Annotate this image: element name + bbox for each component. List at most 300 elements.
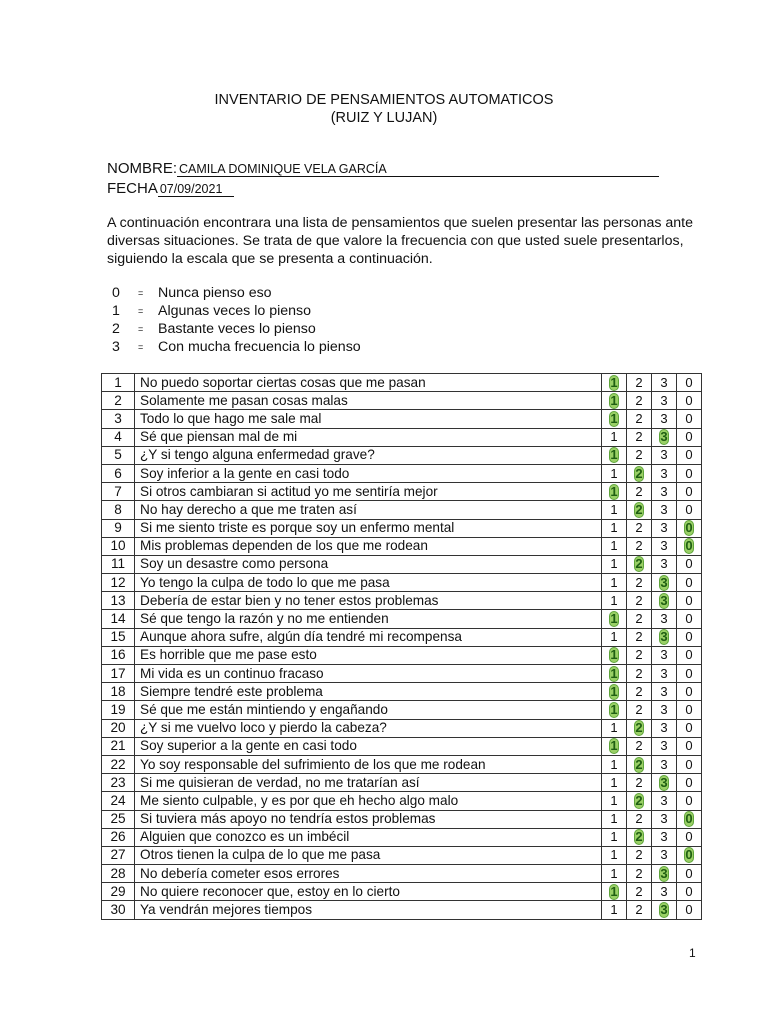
- name-value: CAMILA DOMINIQUE VELA GARCÍA: [177, 162, 659, 177]
- option-value: 0: [685, 720, 693, 736]
- option-cell-0[interactable]: [677, 592, 702, 610]
- item-number: 7: [102, 483, 135, 501]
- option-value: 3: [660, 429, 668, 445]
- option-value: 3: [660, 738, 668, 754]
- option-value: 3: [660, 720, 668, 736]
- option-value: 3: [660, 902, 668, 918]
- option-value: 3: [660, 501, 668, 517]
- option-cell-0[interactable]: [677, 883, 702, 901]
- option-value: 2: [635, 574, 643, 590]
- name-label: NOMBRE:: [107, 160, 178, 177]
- option-cell-1[interactable]: [602, 755, 627, 773]
- page-number: 1: [689, 946, 696, 960]
- option-cell-1[interactable]: [602, 519, 627, 537]
- scale-label: Con mucha frecuencia lo pienso: [158, 339, 361, 355]
- item-number: 3: [102, 410, 135, 428]
- option-cell-0[interactable]: [677, 701, 702, 719]
- item-number: 15: [102, 628, 135, 646]
- option-value: 1: [610, 392, 618, 408]
- option-value: 0: [685, 647, 693, 663]
- table-row: [102, 446, 702, 464]
- option-cell-0[interactable]: [677, 828, 702, 846]
- item-number: 24: [102, 792, 135, 810]
- option-value: 1: [610, 429, 618, 445]
- option-cell-1[interactable]: [602, 774, 627, 792]
- option-value: 2: [635, 538, 643, 554]
- scale-label: Algunas veces lo pienso: [158, 303, 312, 319]
- table-row: [102, 737, 702, 755]
- option-cell-0[interactable]: [677, 483, 702, 501]
- item-number: 16: [102, 646, 135, 664]
- option-cell-3[interactable]: [652, 519, 677, 537]
- option-cell-2[interactable]: [627, 464, 652, 482]
- option-cell-3[interactable]: [652, 846, 677, 864]
- option-value: 0: [685, 811, 693, 827]
- scale-row: [112, 285, 272, 301]
- option-value: 3: [660, 574, 668, 590]
- option-cell-0[interactable]: [677, 501, 702, 519]
- option-value: 0: [685, 392, 693, 408]
- option-value: 3: [660, 792, 668, 808]
- option-value: 3: [660, 665, 668, 681]
- table-row: [102, 901, 702, 919]
- option-cell-1[interactable]: [602, 883, 627, 901]
- option-value: 2: [635, 410, 643, 426]
- option-cell-2[interactable]: [627, 865, 652, 883]
- option-cell-1[interactable]: [602, 392, 627, 410]
- item-number: 26: [102, 828, 135, 846]
- option-value: 2: [635, 811, 643, 827]
- option-cell-2[interactable]: [627, 901, 652, 919]
- option-cell-0[interactable]: [677, 464, 702, 482]
- option-value: 1: [610, 647, 618, 663]
- scale-number: 1: [112, 303, 120, 319]
- scale-equals: =: [138, 342, 144, 353]
- table-row: [102, 774, 702, 792]
- option-cell-2[interactable]: [627, 483, 652, 501]
- option-cell-1[interactable]: [602, 828, 627, 846]
- option-cell-3[interactable]: [652, 628, 677, 646]
- option-cell-2[interactable]: [627, 519, 652, 537]
- table-row: [102, 537, 702, 555]
- option-cell-3[interactable]: [652, 410, 677, 428]
- option-cell-0[interactable]: [677, 446, 702, 464]
- option-value: 3: [660, 683, 668, 699]
- document-subtitle: (RUIZ Y LUJAN): [330, 110, 438, 126]
- option-value: 0: [685, 374, 693, 390]
- option-cell-1[interactable]: [602, 901, 627, 919]
- item-number: 18: [102, 683, 135, 701]
- option-cell-1[interactable]: [602, 810, 627, 828]
- option-value: 1: [610, 501, 618, 517]
- table-row: [102, 592, 702, 610]
- option-value: 2: [635, 829, 643, 845]
- option-cell-3[interactable]: [652, 719, 677, 737]
- option-cell-3[interactable]: [652, 883, 677, 901]
- option-value: 1: [610, 883, 618, 899]
- item-text: ¿Y si me vuelvo loco y pierdo la cabeza?: [135, 719, 602, 737]
- option-cell-2[interactable]: [627, 719, 652, 737]
- option-value: 3: [660, 483, 668, 499]
- item-text: Aunque ahora sufre, algún día tendré mi recompensa: [135, 628, 602, 646]
- option-value: 2: [635, 374, 643, 390]
- option-value: 1: [610, 447, 618, 463]
- table-row: [102, 628, 702, 646]
- option-cell-0[interactable]: [677, 719, 702, 737]
- item-text: Yo tengo la culpa de todo lo que me pasa: [135, 574, 602, 592]
- option-cell-0[interactable]: [677, 374, 702, 392]
- option-value: 0: [685, 501, 693, 517]
- item-number: 28: [102, 865, 135, 883]
- option-cell-1[interactable]: [602, 464, 627, 482]
- option-value: 0: [685, 883, 693, 899]
- option-cell-3[interactable]: [652, 555, 677, 573]
- scale-label: Bastante veces lo pienso: [158, 321, 316, 337]
- item-number: 21: [102, 737, 135, 755]
- option-value: 3: [660, 811, 668, 827]
- item-text: Alguien que conozco es un imbécil: [135, 828, 602, 846]
- option-cell-3[interactable]: [652, 483, 677, 501]
- option-cell-2[interactable]: [627, 446, 652, 464]
- option-value: 0: [685, 447, 693, 463]
- option-cell-2[interactable]: [627, 374, 652, 392]
- option-value: 0: [685, 701, 693, 717]
- option-value: 0: [685, 865, 693, 881]
- option-value: 2: [635, 520, 643, 536]
- item-number: 4: [102, 428, 135, 446]
- scale-row: [112, 303, 311, 319]
- option-cell-0[interactable]: [677, 792, 702, 810]
- table-row: [102, 755, 702, 773]
- option-cell-3[interactable]: [652, 592, 677, 610]
- option-cell-2[interactable]: [627, 628, 652, 646]
- date-value: 07/09/2021: [158, 182, 234, 197]
- option-value: 0: [685, 792, 693, 808]
- option-cell-3[interactable]: [652, 755, 677, 773]
- option-cell-1[interactable]: [602, 701, 627, 719]
- item-number: 6: [102, 464, 135, 482]
- option-cell-0[interactable]: [677, 646, 702, 664]
- option-cell-3[interactable]: [652, 701, 677, 719]
- option-cell-1[interactable]: [602, 374, 627, 392]
- table-row: [102, 665, 702, 683]
- option-value: 3: [660, 392, 668, 408]
- option-cell-2[interactable]: [627, 810, 652, 828]
- item-number: 13: [102, 592, 135, 610]
- option-value: 2: [635, 902, 643, 918]
- item-text: Si otros cambiaran si actitud yo me sentiría mejor: [135, 483, 602, 501]
- option-cell-3[interactable]: [652, 374, 677, 392]
- option-cell-3[interactable]: [652, 537, 677, 555]
- option-cell-2[interactable]: [627, 610, 652, 628]
- option-cell-2[interactable]: [627, 701, 652, 719]
- option-cell-1[interactable]: [602, 537, 627, 555]
- option-cell-2[interactable]: [627, 683, 652, 701]
- scale-row: [112, 339, 361, 355]
- item-number: 17: [102, 665, 135, 683]
- option-value: 1: [610, 701, 618, 717]
- item-number: 27: [102, 846, 135, 864]
- option-cell-3[interactable]: [652, 792, 677, 810]
- option-value: 1: [610, 665, 618, 681]
- option-value: 0: [685, 665, 693, 681]
- option-cell-2[interactable]: [627, 774, 652, 792]
- option-cell-0[interactable]: [677, 846, 702, 864]
- item-number: 19: [102, 701, 135, 719]
- option-value: 1: [610, 738, 618, 754]
- option-cell-0[interactable]: [677, 610, 702, 628]
- option-cell-0[interactable]: [677, 410, 702, 428]
- option-cell-1[interactable]: [602, 737, 627, 755]
- option-cell-2[interactable]: [627, 555, 652, 573]
- option-cell-0[interactable]: [677, 774, 702, 792]
- option-cell-3[interactable]: [652, 501, 677, 519]
- item-number: 14: [102, 610, 135, 628]
- item-text: Soy inferior a la gente en casi todo: [135, 464, 602, 482]
- option-value: 1: [610, 829, 618, 845]
- option-cell-1[interactable]: [602, 865, 627, 883]
- option-value: 0: [685, 629, 693, 645]
- option-value: 0: [685, 410, 693, 426]
- scale-number: 3: [112, 339, 120, 355]
- option-cell-2[interactable]: [627, 501, 652, 519]
- option-value: 2: [635, 429, 643, 445]
- item-text: Todo lo que hago me sale mal: [135, 410, 602, 428]
- option-value: 1: [610, 683, 618, 699]
- option-cell-0[interactable]: [677, 737, 702, 755]
- option-value: 1: [610, 520, 618, 536]
- option-cell-1[interactable]: [602, 410, 627, 428]
- option-cell-2[interactable]: [627, 537, 652, 555]
- option-value: 3: [660, 701, 668, 717]
- option-value: 0: [685, 756, 693, 772]
- option-cell-3[interactable]: [652, 828, 677, 846]
- item-text: Sé que me están mintiendo y engañando: [135, 701, 602, 719]
- option-value: 0: [685, 520, 693, 536]
- option-value: 3: [660, 829, 668, 845]
- item-number: 20: [102, 719, 135, 737]
- option-value: 0: [685, 592, 693, 608]
- option-value: 0: [685, 611, 693, 627]
- table-row: [102, 865, 702, 883]
- option-cell-2[interactable]: [627, 755, 652, 773]
- option-value: 3: [660, 465, 668, 481]
- option-cell-3[interactable]: [652, 464, 677, 482]
- item-text: Es horrible que me pase esto: [135, 646, 602, 664]
- option-cell-1[interactable]: [602, 592, 627, 610]
- option-cell-0[interactable]: [677, 755, 702, 773]
- instructions-paragraph: A continuación encontrara una lista de pensamientos que suelen presentar las personas ante diversas situaciones. Se trata de que valore la frecuencia con que usted suele presentarlos, siguiendo la escala que se presenta a continuación.: [107, 215, 694, 267]
- option-cell-0[interactable]: [677, 865, 702, 883]
- option-cell-2[interactable]: [627, 574, 652, 592]
- option-cell-2[interactable]: [627, 828, 652, 846]
- item-number: 23: [102, 774, 135, 792]
- option-value: 2: [635, 720, 643, 736]
- option-cell-0[interactable]: [677, 683, 702, 701]
- option-value: 2: [635, 683, 643, 699]
- option-value: 1: [610, 574, 618, 590]
- option-cell-1[interactable]: [602, 446, 627, 464]
- item-text: No quiere reconocer que, estoy en lo cierto: [135, 883, 602, 901]
- option-cell-2[interactable]: [627, 592, 652, 610]
- option-cell-0[interactable]: [677, 519, 702, 537]
- option-value: 2: [635, 483, 643, 499]
- option-cell-0[interactable]: [677, 428, 702, 446]
- option-value: 2: [635, 592, 643, 608]
- thoughts-table-body: [102, 374, 702, 920]
- item-text: Ya vendrán mejores tiempos: [135, 901, 602, 919]
- item-number: 11: [102, 555, 135, 573]
- table-row: [102, 555, 702, 573]
- item-text: Mi vida es un continuo fracaso: [135, 665, 602, 683]
- option-cell-3[interactable]: [652, 446, 677, 464]
- item-text: No debería cometer esos errores: [135, 865, 602, 883]
- item-number: 12: [102, 574, 135, 592]
- item-text: Solamente me pasan cosas malas: [135, 392, 602, 410]
- scale-number: 0: [112, 285, 120, 301]
- table-row: [102, 883, 702, 901]
- option-cell-3[interactable]: [652, 774, 677, 792]
- table-row: [102, 646, 702, 664]
- item-number: 25: [102, 810, 135, 828]
- option-value: 1: [610, 483, 618, 499]
- option-cell-0[interactable]: [677, 901, 702, 919]
- item-number: 30: [102, 901, 135, 919]
- item-text: Soy superior a la gente en casi todo: [135, 737, 602, 755]
- table-row: [102, 374, 702, 392]
- option-cell-3[interactable]: [652, 646, 677, 664]
- option-cell-1[interactable]: [602, 628, 627, 646]
- option-value: 3: [660, 883, 668, 899]
- option-cell-3[interactable]: [652, 574, 677, 592]
- option-cell-2[interactable]: [627, 410, 652, 428]
- option-value: 2: [635, 465, 643, 481]
- table-row: [102, 846, 702, 864]
- date-field: [107, 180, 234, 197]
- option-value: 2: [635, 647, 643, 663]
- option-cell-2[interactable]: [627, 392, 652, 410]
- item-text: Si me siento triste es porque soy un enfermo mental: [135, 519, 602, 537]
- table-row: [102, 501, 702, 519]
- table-row: [102, 428, 702, 446]
- table-row: [102, 810, 702, 828]
- option-value: 2: [635, 665, 643, 681]
- option-value: 0: [685, 847, 693, 863]
- item-text: Otros tienen la culpa de lo que me pasa: [135, 846, 602, 864]
- option-cell-3[interactable]: [652, 810, 677, 828]
- option-cell-0[interactable]: [677, 665, 702, 683]
- option-cell-1[interactable]: [602, 683, 627, 701]
- option-cell-0[interactable]: [677, 537, 702, 555]
- option-cell-0[interactable]: [677, 628, 702, 646]
- option-cell-1[interactable]: [602, 646, 627, 664]
- option-cell-1[interactable]: [602, 846, 627, 864]
- option-cell-3[interactable]: [652, 665, 677, 683]
- item-text: Sé que tengo la razón y no me entienden: [135, 610, 602, 628]
- option-value: 0: [685, 556, 693, 572]
- item-text: Si me quisieran de verdad, no me tratarían así: [135, 774, 602, 792]
- option-value: 1: [610, 847, 618, 863]
- option-value: 2: [635, 556, 643, 572]
- option-value: 3: [660, 592, 668, 608]
- table-row: [102, 683, 702, 701]
- table-row: [102, 483, 702, 501]
- option-value: 2: [635, 701, 643, 717]
- option-cell-2[interactable]: [627, 665, 652, 683]
- option-cell-0[interactable]: [677, 810, 702, 828]
- option-cell-2[interactable]: [627, 646, 652, 664]
- item-text: Si tuviera más apoyo no tendría estos problemas: [135, 810, 602, 828]
- option-cell-1[interactable]: [602, 483, 627, 501]
- option-cell-2[interactable]: [627, 883, 652, 901]
- table-row: [102, 519, 702, 537]
- scale-number: 2: [112, 321, 120, 337]
- scale-row: [112, 321, 316, 337]
- option-cell-0[interactable]: [677, 555, 702, 573]
- option-value: 3: [660, 520, 668, 536]
- option-value: 3: [660, 538, 668, 554]
- option-value: 2: [635, 392, 643, 408]
- option-cell-2[interactable]: [627, 846, 652, 864]
- option-value: 0: [685, 465, 693, 481]
- item-number: 8: [102, 501, 135, 519]
- option-cell-0[interactable]: [677, 392, 702, 410]
- option-cell-2[interactable]: [627, 792, 652, 810]
- option-cell-1[interactable]: [602, 792, 627, 810]
- option-value: 1: [610, 556, 618, 572]
- item-number: 10: [102, 537, 135, 555]
- option-cell-1[interactable]: [602, 428, 627, 446]
- item-number: 22: [102, 755, 135, 773]
- option-value: 0: [685, 829, 693, 845]
- option-value: 2: [635, 865, 643, 881]
- option-value: 1: [610, 410, 618, 426]
- option-cell-0[interactable]: [677, 574, 702, 592]
- option-value: 0: [685, 774, 693, 790]
- option-value: 1: [610, 629, 618, 645]
- option-value: 0: [685, 683, 693, 699]
- item-text: Yo soy responsable del sufrimiento de los que me rodean: [135, 755, 602, 773]
- option-value: 3: [660, 774, 668, 790]
- option-value: 2: [635, 847, 643, 863]
- option-cell-1[interactable]: [602, 555, 627, 573]
- option-value: 1: [610, 538, 618, 554]
- option-cell-3[interactable]: [652, 428, 677, 446]
- item-text: ¿Y si tengo alguna enfermedad grave?: [135, 446, 602, 464]
- option-cell-1[interactable]: [602, 719, 627, 737]
- option-cell-3[interactable]: [652, 737, 677, 755]
- option-cell-1[interactable]: [602, 665, 627, 683]
- item-text: No hay derecho a que me traten así: [135, 501, 602, 519]
- option-cell-3[interactable]: [652, 683, 677, 701]
- option-cell-3[interactable]: [652, 865, 677, 883]
- option-cell-3[interactable]: [652, 392, 677, 410]
- option-cell-1[interactable]: [602, 610, 627, 628]
- table-row: [102, 610, 702, 628]
- option-cell-1[interactable]: [602, 574, 627, 592]
- option-value: 3: [660, 611, 668, 627]
- option-value: 3: [660, 410, 668, 426]
- option-cell-2[interactable]: [627, 737, 652, 755]
- option-value: 3: [660, 447, 668, 463]
- option-cell-2[interactable]: [627, 428, 652, 446]
- option-cell-3[interactable]: [652, 610, 677, 628]
- option-value: 1: [610, 792, 618, 808]
- option-cell-3[interactable]: [652, 901, 677, 919]
- option-value: 0: [685, 483, 693, 499]
- item-text: Sé que piensan mal de mi: [135, 428, 602, 446]
- option-cell-1[interactable]: [602, 501, 627, 519]
